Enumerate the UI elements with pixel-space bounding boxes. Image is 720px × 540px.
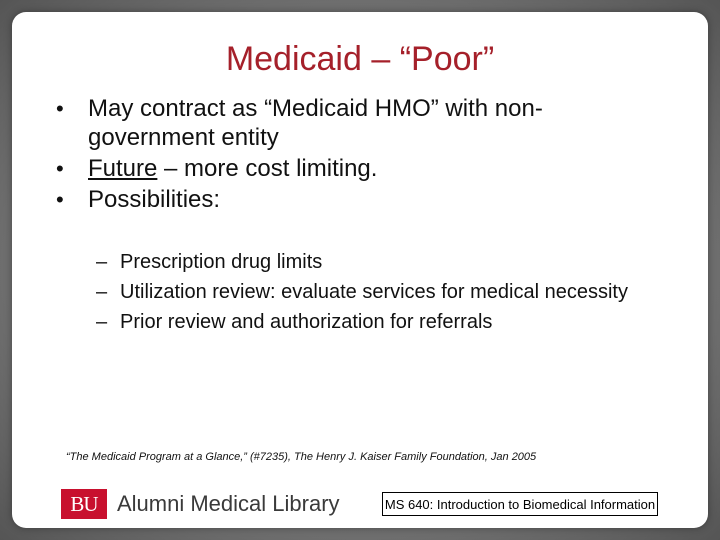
dash-icon: – (96, 251, 108, 273)
bullet-icon: • (56, 96, 64, 121)
bullet-underlined-word: Future (88, 155, 158, 182)
bullet-icon: • (56, 187, 64, 212)
bullet-item (56, 94, 656, 152)
bullet-icon: • (56, 156, 64, 181)
sub-bullet-text: Prior review and authorization for referrals (120, 311, 493, 333)
sub-bullet-item (96, 310, 656, 334)
library-name: Alumni Medical Library (117, 491, 340, 516)
dash-icon: – (96, 281, 108, 303)
bullet-list (56, 94, 656, 216)
dash-icon: – (96, 311, 108, 333)
sub-bullet-item (96, 280, 656, 304)
citation: “The Medicaid Program at a Glance,” (#7235), The Henry J. Kaiser Family Foundation, Jan 2005 (66, 451, 537, 463)
bullet-text: Possibilities: (88, 186, 221, 213)
sub-bullet-text: Prescription drug limits (120, 251, 323, 273)
library-logo (61, 489, 340, 519)
slide-title: Medicaid – “Poor” (225, 40, 495, 78)
course-label: MS 640: Introduction to Biomedical Information (382, 492, 658, 516)
sub-bullet-text: Utilization review: evaluate services for medical necessity (120, 281, 628, 303)
bullet-text: – more cost limiting. (157, 155, 378, 182)
sub-bullet-list (96, 250, 656, 340)
bullet-item (56, 154, 656, 183)
sub-bullet-item (96, 250, 656, 274)
bullet-text: May contract as “Medicaid HMO” with non-government entity (88, 95, 543, 151)
bu-logo-mark: BU (61, 489, 107, 519)
bullet-item (56, 185, 656, 214)
